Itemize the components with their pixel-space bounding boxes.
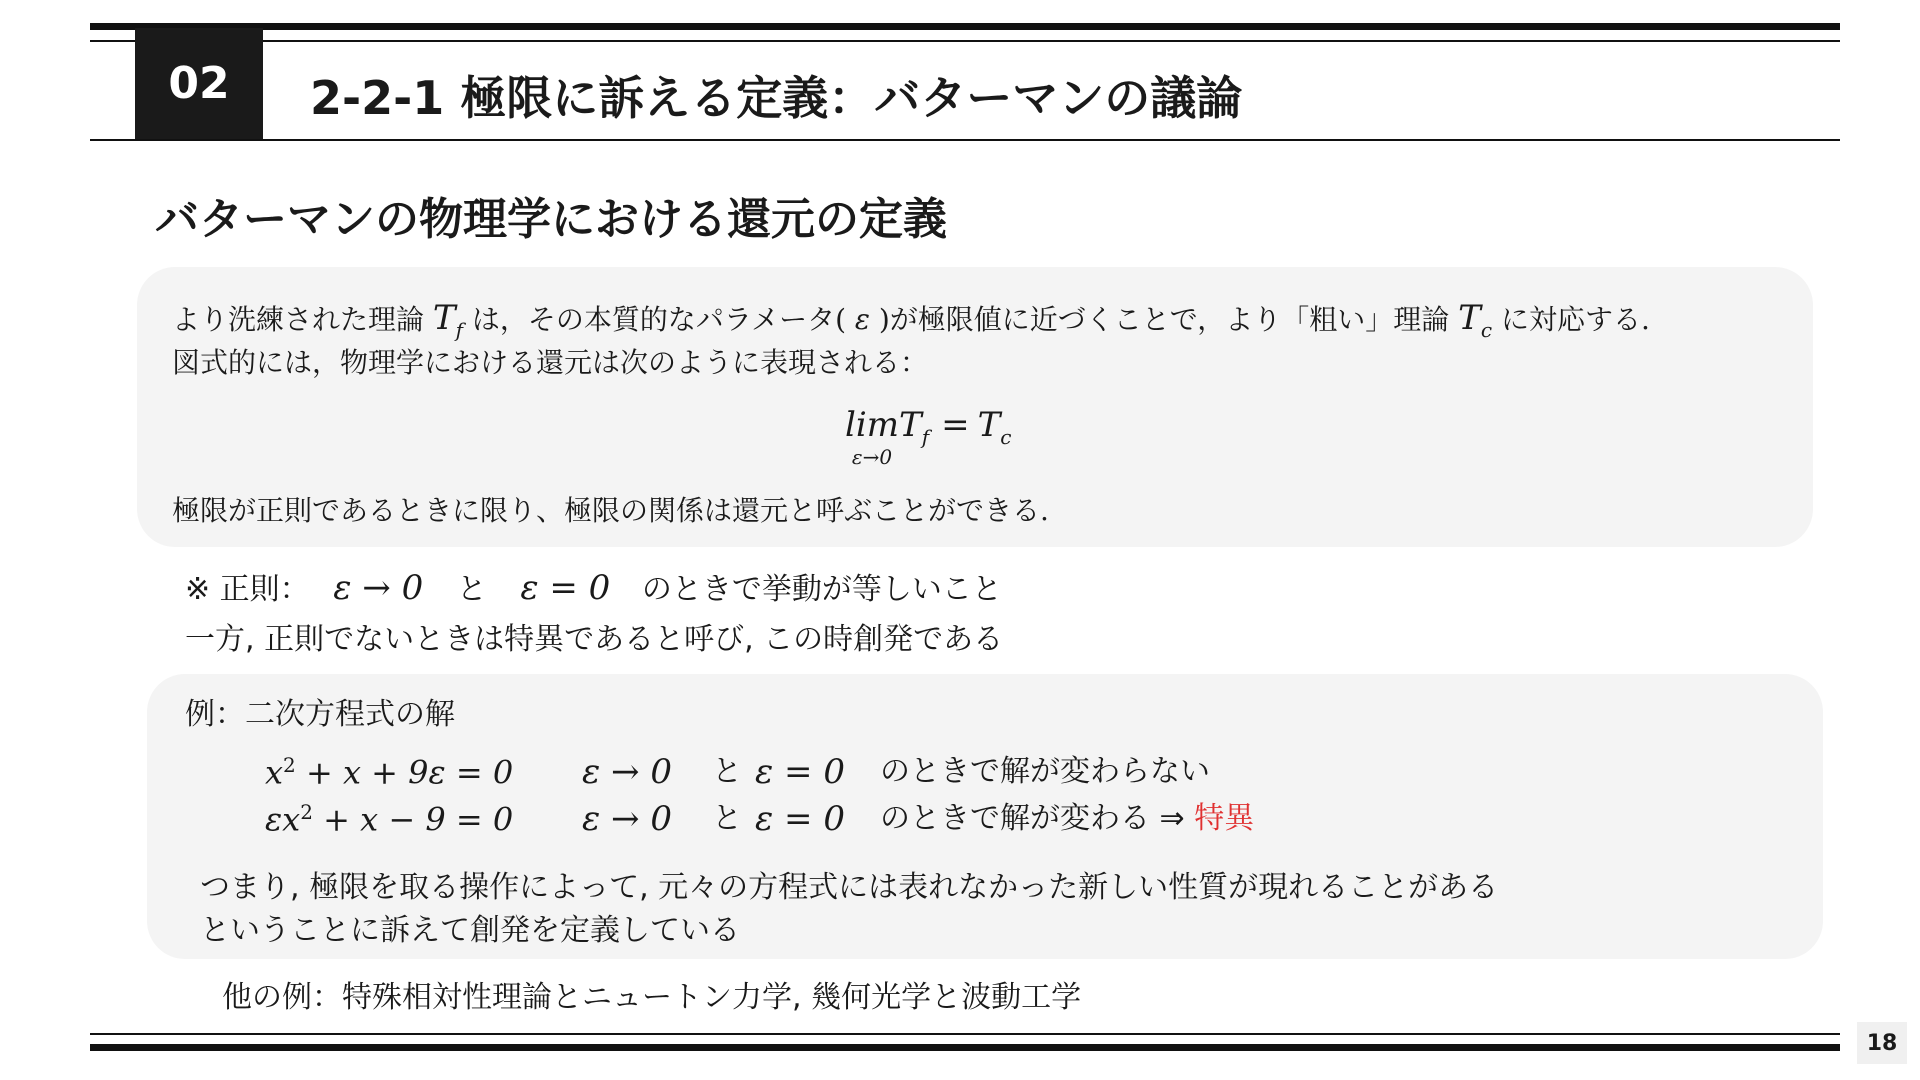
note-limit-math: ε → 0	[333, 568, 424, 608]
note-prefix: ※ 正則：	[185, 572, 310, 607]
conclusion-line-2: ということに訴えて創発を定義している	[200, 913, 740, 948]
eq2-result	[880, 801, 1254, 837]
other-examples: 他の例：特殊相対性理論とニュートン力学, 幾何光学と波動工学	[222, 980, 1082, 1015]
singular-note: 一方, 正則でないときは特異であると呼び, この時創発である	[185, 622, 1004, 657]
singular-label: 特異	[1194, 801, 1255, 836]
definition-text-a: より洗練された理論	[172, 303, 425, 336]
eq1-limit	[582, 752, 672, 793]
eq1-limit-math: ε → 0	[582, 752, 672, 792]
header-rule-thick	[90, 23, 1840, 30]
eq1-term: x	[265, 753, 284, 792]
formula-equals: =	[941, 405, 970, 445]
formula-tc-sub: c	[1000, 424, 1012, 449]
epsilon-symbol: ε	[854, 303, 870, 336]
limit-label: lim	[845, 405, 899, 445]
page-number: 18	[1857, 1022, 1907, 1064]
definition-line-3: 極限が正則であるときに限り、極限の関係は還元と呼ぶことができる.	[172, 494, 1049, 527]
eq1-and: と	[712, 754, 742, 789]
regular-note	[185, 568, 1002, 609]
tc-base: T	[1458, 298, 1481, 338]
example-heading: 例：二次方程式の解	[185, 697, 455, 732]
eq1-result: のときで解が変わらない	[880, 754, 1210, 789]
tc-symbol	[1458, 298, 1493, 342]
definition-line-2: 図式的には，物理学における還元は次のように表現される：	[172, 346, 929, 379]
tf-base: T	[432, 298, 456, 338]
formula-tf-sub: f	[921, 424, 930, 449]
eq2-limit-math: ε → 0	[582, 799, 672, 839]
limit-subscript: ε→0	[851, 445, 893, 469]
section-subtitle: バターマンの物理学における還元の定義	[155, 194, 947, 245]
note-equal-math: ε = 0	[520, 568, 611, 608]
section-number-box	[135, 28, 263, 139]
note-suffix: のときで挙動が等しいこと	[641, 572, 1002, 607]
definition-text-c: )が極限値に近づくことで，より「粗い」理論	[878, 303, 1450, 336]
definition-text-b: は，その本質的なパラメータ(	[471, 303, 847, 336]
eq2-rest: + x − 9 = 0	[323, 800, 514, 839]
eq2-limit	[582, 799, 672, 840]
eq1-exponent: 2	[283, 753, 296, 777]
tc-sub: c	[1480, 317, 1493, 342]
equation-2	[265, 800, 513, 839]
eq2-exponent: 2	[300, 800, 313, 824]
page-title: 2-2-1 極限に訴える定義：バターマンの議論	[310, 71, 1243, 125]
eq1-rest: + x + 9ε = 0	[305, 753, 514, 792]
eq2-term: εx	[265, 800, 301, 839]
formula-tc	[978, 405, 1012, 449]
eq2-equal: ε = 0	[755, 799, 845, 839]
equation-1	[265, 753, 513, 792]
formula-tf-base: T	[899, 405, 922, 445]
eq2-result-text: のときで解が変わる ⇒	[880, 801, 1185, 836]
definition-text-d: に対応する.	[1500, 303, 1650, 336]
reduction-formula	[845, 405, 1011, 469]
limit-operator	[845, 405, 899, 469]
section-number: 02	[168, 58, 230, 109]
tf-symbol	[432, 298, 464, 342]
footer-rule-thin	[90, 1033, 1840, 1035]
definition-line-1	[172, 298, 1650, 342]
footer-rule-thick	[90, 1044, 1840, 1051]
header-rule-thin	[90, 40, 1840, 42]
header-rule-bottom	[90, 139, 1840, 141]
note-and: と	[456, 572, 487, 607]
eq2-and: と	[712, 801, 742, 836]
formula-tc-base: T	[977, 405, 1001, 445]
conclusion-line-1: つまり, 極限を取る操作によって, 元々の方程式には表れなかった新しい性質が現れることがある	[200, 870, 1499, 905]
formula-tf	[899, 405, 929, 449]
eq1-equal: ε = 0	[755, 752, 845, 792]
tf-sub: f	[455, 317, 464, 342]
